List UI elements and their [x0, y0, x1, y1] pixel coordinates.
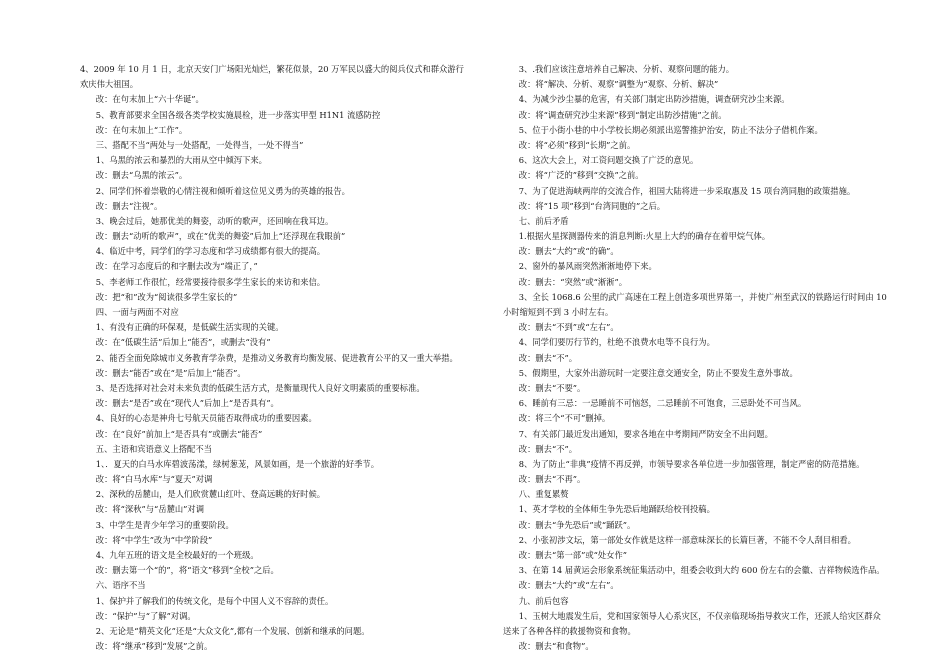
text-line: 改：在学习态度后的和字删去改为“端正了，”: [95, 261, 258, 272]
left-text-column: [80, 62, 470, 654]
text-line: 改：“保护”与“了解”对调。: [95, 610, 196, 621]
text-line: 改：删去第一个“的”，将“语文”移到“全校”之后。: [95, 565, 279, 576]
text-line: 3、是否选择对社会对未来负责的低碳生活方式，是衡量现代人良好文明素质的重要标准。: [95, 382, 425, 393]
text-line: 三、搭配不当“两处与一处搭配，一处得当，一处不得当”: [95, 139, 304, 150]
text-line: 送来了各种各样的救援物资和食物。: [503, 625, 636, 636]
text-line: 3、晚会过后，她那优美的舞姿，动听的歌声，还回响在我耳边。: [95, 215, 334, 226]
text-line: 改：删去“不”。: [518, 443, 578, 454]
text-line: 改：删去“不再”。: [518, 474, 586, 485]
text-line: 3、在第 14 届黄运会形象系统征集活动中，组委会收到大约 600 份左右的会徽、吉祥物候选作品。: [518, 565, 885, 576]
text-line: 1、有没有正确的环保观，是低碳生活实现的关键。: [95, 322, 284, 333]
text-line: 4、良好的心态是神舟七号航天员能否取得成功的重要因素。: [95, 413, 317, 424]
text-line: 七、前后矛盾: [518, 215, 569, 226]
text-line: 五、主语和宾语意义上搭配不当: [95, 443, 212, 454]
text-line: 改：将“中学生”改为“中学阶段”: [95, 534, 213, 545]
text-line: 四、一面与两面不对应: [95, 307, 179, 317]
text-line: 改：在句末加上“工作”。: [95, 124, 188, 135]
text-line: 2、窗外的暴风雨突然淅淅地停下来。: [518, 261, 657, 272]
text-line: 改：删去“动听的歌声”，或在“优美的舞姿”后加上“还浮现在我眼前”: [95, 231, 346, 242]
text-line: 改：在“良好”前加上“是否具有”或删去“能否”: [95, 428, 263, 439]
text-line: 改：删去“和食物”。: [518, 641, 594, 652]
text-line: 改：删去“能否”或在“是”后加上“能否”。: [95, 367, 246, 378]
text-line: 改：将“继承”移到“发展”之前。: [95, 641, 213, 652]
text-line: 欢庆伟大祖国。: [80, 79, 139, 90]
text-line: 改：删去“乌黑的浓云”。: [95, 170, 188, 181]
text-line: 改：删去：“突然”或“淅淅”。: [518, 276, 627, 287]
text-line: 九、前后包容: [518, 595, 569, 606]
right-text-column: [503, 62, 887, 654]
text-line: 1.根据火星探测器传来的消息判断:火星上大约的确存在着甲烷气体。: [518, 231, 771, 242]
text-line: 改：将“调查研究沙尘来源”移到“制定出防沙措施”之前。: [518, 109, 727, 120]
text-line: 4、九年五班的语文是全校最好的一个班级。: [95, 550, 259, 560]
text-line: 4、临近中考，同学们的学习态度和学习成绩都有很大的提高。: [95, 246, 326, 257]
text-line: 6、睡前有三忌：一忌睡前不可恼怒，二忌睡前不可饱食，三忌卧处不可当风。: [518, 398, 807, 409]
text-line: 1、．夏天的白马水库碧波荡漾，绿树葱茏，风景如画，是一个旅游的好季节。: [95, 458, 379, 469]
text-line: 1、乌黑的浓云和暴烈的大雨从空中倾泻下来。: [95, 155, 267, 166]
text-line: 2、小张初涉文坛，第一部处女作就是这样一部意味深长的长篇巨著，不能不令人刮目相看。: [518, 534, 856, 545]
text-line: 8、为了防止“非典”疫情不再反弹，市领导要求各单位进一步加强管理，制定严密的防范措施。: [518, 458, 865, 469]
text-line: 改：删去“不到”或“左右”。: [518, 322, 619, 333]
text-line: 六、语序不当: [95, 580, 146, 591]
text-line: 3、全长 1068.6 公里的武广高速在工程上创造多项世界第一，并使广州至武汉的铁路运行时间由 10: [518, 291, 887, 302]
text-line: 改：在“低碳生活”后加上“能否”，或删去“没有”: [95, 337, 271, 348]
text-line: 改：删去“注视”。: [95, 200, 163, 211]
text-line: 改：将“15 项”移到“台湾同胞的”之后。: [518, 200, 666, 211]
text-line: 改：将“深秋”与“岳麓山”对调: [95, 504, 204, 515]
text-line: 2、无论是“精英文化”还是“大众文化”,都有一个发展、创新和继承的问题。: [95, 625, 370, 636]
text-line: 3、中学生是青少年学习的重要阶段。: [95, 519, 234, 530]
text-line: 1、玉树大地震发生后，党和国家领导人心系灾区，不仅亲临现场指导救灾工作，还派人给灾区群众: [518, 610, 881, 621]
text-line: 小时缩短到不到 3 小时左右。: [503, 307, 614, 317]
text-line: 5、李老师工作很忙，经常要接待很多学生家长的来访和来信。: [95, 276, 326, 287]
text-line: 改：将“白马水库”与“夏天”对调: [95, 474, 213, 485]
text-line: 改：在句末加上“六十华诞”。: [95, 94, 204, 105]
text-line: 1、保护并了解我们的传统文化，是每个中国人义不容辞的责任。: [95, 595, 334, 606]
text-line: 改：删去“第一部”或“处女作”: [518, 550, 627, 560]
text-line: 改：将三个“不可”删掉。: [518, 413, 611, 424]
text-line: 改：删去“大约”或“的确”。: [518, 246, 619, 257]
text-line: 7、为了促进海峡两岸的交流合作，祖国大陆将进一步采取惠及 15 项台湾同胞的政策措施。: [518, 185, 856, 196]
text-line: 2、同学们怀着崇敬的心情注视和倾听着这位见义勇为的英雄的报告。: [95, 185, 350, 196]
text-line: 改：删去“大约”或“左右”。: [518, 580, 619, 591]
text-line: 4、2009 年 10 月 1 日，北京天安门广场阳光灿烂，繁花似景，20 万军民以盛大的阅兵仪式和群众游行: [80, 64, 464, 74]
text-line: 5、假期里，大家外出游玩时一定要注意交通安全，防止不要发生意外事故。: [518, 367, 798, 378]
text-line: 3、.我们应该注意培养自己解决、分析、观察问题的能力。: [518, 64, 735, 74]
text-line: 改：把“和”改为“阅读很多学生家长的”: [95, 291, 238, 302]
text-line: 八、重复累赘: [518, 489, 569, 500]
text-line: 4、同学们要厉行节约，杜绝不浪费水电等不良行为。: [518, 337, 715, 348]
text-line: 改：将“解决、分析、观察”调整为“观察、分析、解决”: [518, 79, 719, 90]
text-line: 改：删去“争先恐后”或“踊跃”。: [518, 519, 636, 530]
text-line: 1、英才学校的全体师生争先恐后地踊跃给校刊投稿。: [518, 504, 715, 515]
text-line: 改：删去“不要”。: [518, 382, 586, 393]
text-line: 7、有关部门最近发出通知，要求各地在中考期间严防安全不出问题。: [518, 428, 773, 439]
text-line: 2、能否全面免除城市义务教育学杂费，是推动义务教育均衡发展、促进教育公平的又一重大举措。: [95, 352, 458, 363]
text-line: 改：删去“不”。: [518, 352, 578, 363]
text-line: 5、位于小街小巷的中小学校长期必须派出巡警推护治安，防止不法分子借机作案。: [518, 124, 823, 135]
text-line: 改：删去“是否”或在“现代人”后加上“是否具有”。: [95, 398, 279, 409]
text-line: 2、深秋的岳麓山，是人们欣赏麓山红叶、登高远眺的好时候。: [95, 489, 326, 500]
text-line: 6、这次大会上，对工资问题交换了广泛的意见。: [518, 155, 699, 166]
text-line: 改：将“广泛的”移到“交换”之前。: [518, 170, 644, 181]
text-line: 4、为减少沙尘暴的危害，有关部门制定出防沙措施，调查研究沙尘来源。: [518, 94, 790, 105]
text-line: 改：将“必须”移到“长期”之前。: [518, 139, 636, 150]
text-line: 5、教育部要求全国各级各类学校实施晨检，进一步落实甲型 H1N1 流感防控: [95, 109, 381, 120]
